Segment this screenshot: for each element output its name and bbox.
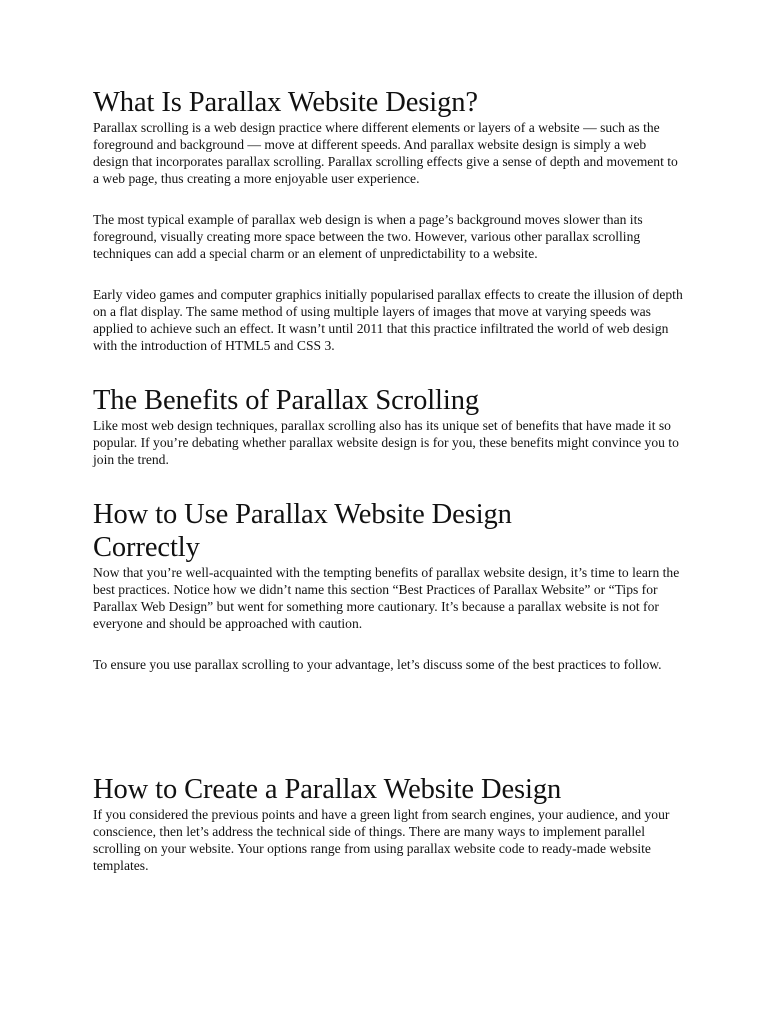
document-page — [93, 86, 683, 874]
heading-how-to-create: How to Create a Parallax Website Design — [93, 774, 562, 805]
paragraph: Like most web design techniques, parallax scrolling also has its unique set of benefits that have made it so popular. If you’re debating whether parallax website design is for you, these benefits might convince you to join the trend. — [93, 418, 679, 467]
heading-how-to-use: How to Use Parallax Website Design Correctly — [93, 499, 512, 563]
heading-benefits: The Benefits of Parallax Scrolling — [93, 385, 479, 416]
heading-what-is-parallax: What Is Parallax Website Design? — [93, 87, 478, 118]
paragraph: Now that you’re well-acquainted with the tempting benefits of parallax website design, it’s time to learn the best practices. Notice how we didn’t name this section “Best Practices of Parallax Website” or “Tips for Parallax Web Design” but went for something more cautionary. It’s because a parallax website is not for everyone and should be approached with caution. — [93, 565, 680, 631]
paragraph: The most typical example of parallax web design is when a page’s background moves slower than its foreground, visually creating more space between the two. However, various other parallax scrolling techniques can add a special charm or an element of unpredictability to a website. — [93, 212, 643, 261]
paragraph: To ensure you use parallax scrolling to your advantage, let’s discuss some of the best practices to follow. — [93, 657, 662, 672]
paragraph: Parallax scrolling is a web design practice where different elements or layers of a website — such as the foreground and background — move at different speeds. And parallax website design is simply a web design that incorporates parallax scrolling. Parallax scrolling effects give a sense of depth and movement to a web page, thus creating a more enjoyable user experience. — [93, 120, 678, 186]
paragraph: If you considered the previous points and have a green light from search engines, your audience, and your conscience, then let’s address the technical side of things. There are many ways to implement parallel scrolling on your website. Your options range from using parallax website code to ready-made website templates. — [93, 807, 670, 873]
paragraph: Early video games and computer graphics initially popularised parallax effects to create the illusion of depth on a flat display. The same method of using multiple layers of images that move at varying speeds was applied to achieve such an effect. It wasn’t until 2011 that this practice infiltrated the world of web design with the introduction of HTML5 and CSS 3. — [93, 287, 683, 353]
